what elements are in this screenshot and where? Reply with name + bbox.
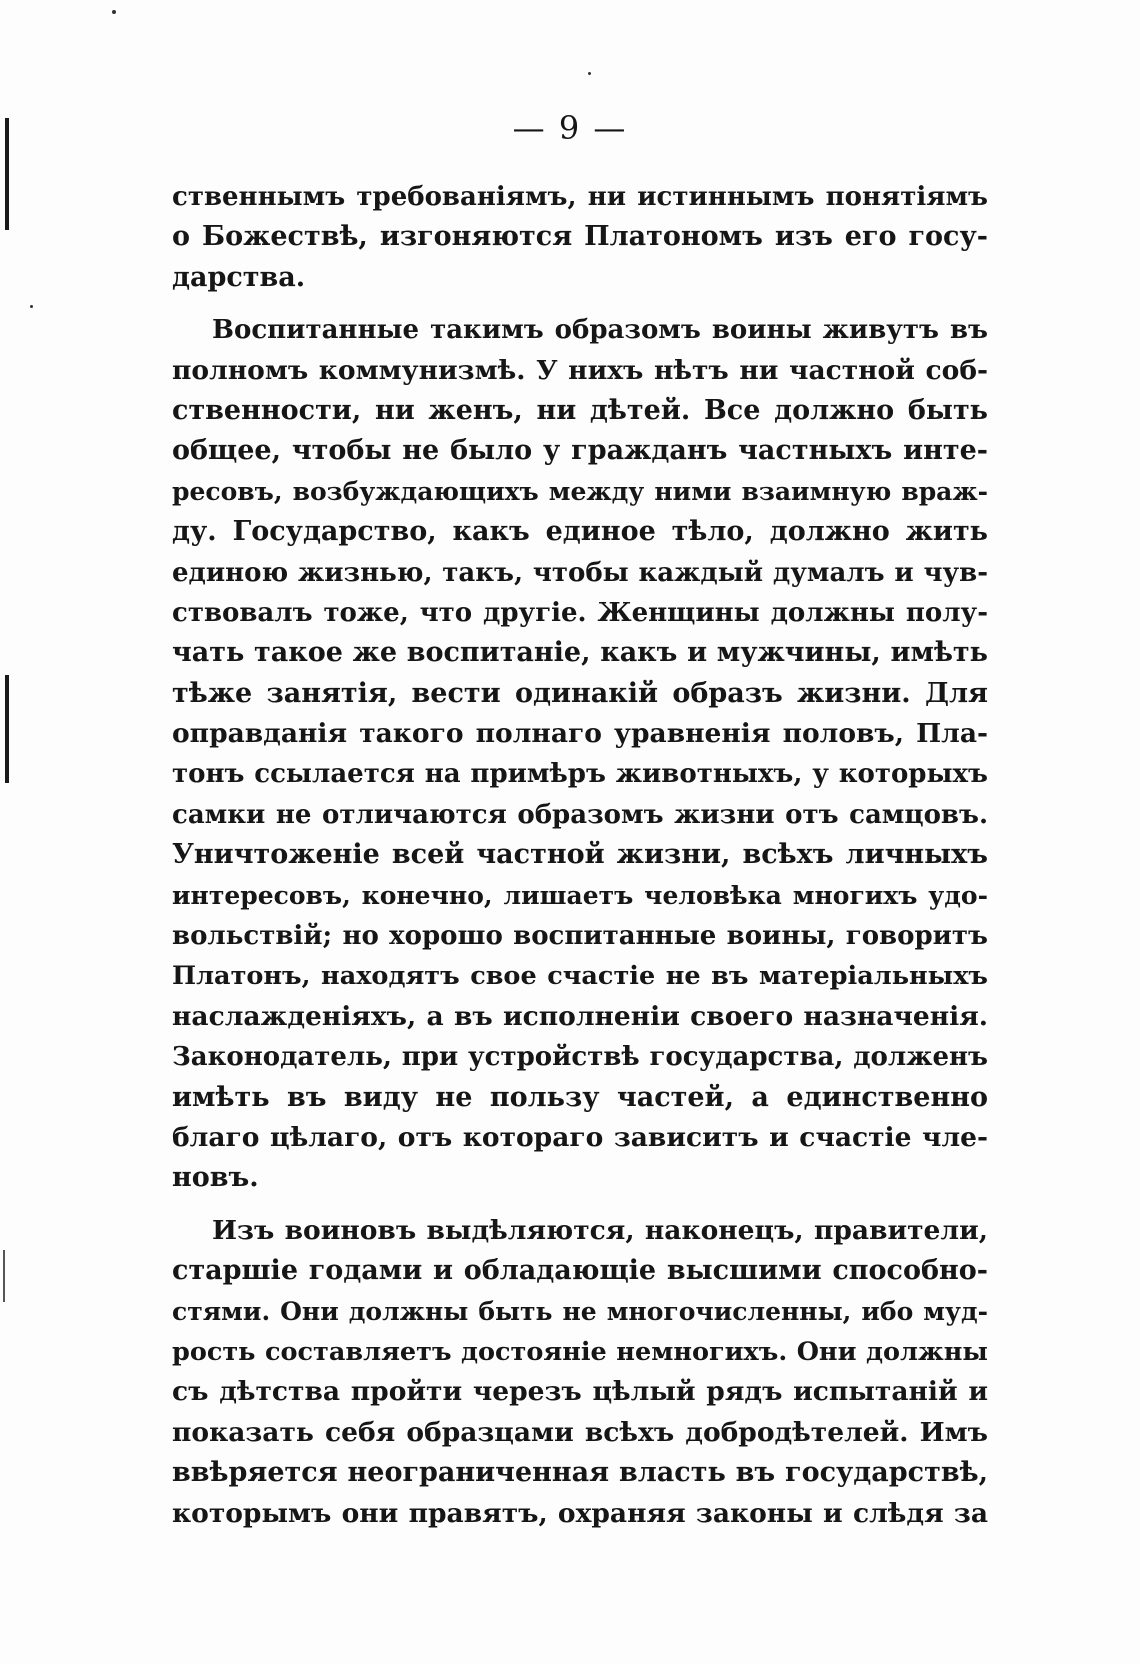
paragraph: [172, 1211, 988, 1534]
text-line: наслажденіяхъ, а въ исполненіи своего назначенія.: [172, 1000, 988, 1032]
text-line: имѣть въ виду не пользу частей, а единственно: [172, 1081, 988, 1113]
text-line: тѣже занятія, вести одинакій образъ жизни. Для: [172, 677, 988, 709]
text-line: чать такое же воспитаніе, какъ и мужчины, имѣть: [172, 637, 988, 669]
scan-margin-mark: [3, 1250, 5, 1302]
paragraph: [172, 177, 988, 298]
scan-speck: [112, 10, 116, 14]
text-line: съ дѣтства пройти черезъ цѣлый рядъ испытаній и: [172, 1376, 988, 1408]
text-line: оправданія такого полнаго уравненія половъ, Пла-: [172, 718, 988, 750]
text-line: ввѣряется неограниченная власть въ государствѣ,: [172, 1457, 988, 1489]
paragraph: [172, 310, 988, 1199]
text-line: Изъ воиновъ выдѣляются, наконецъ, правители,: [212, 1214, 988, 1246]
text-line: интересовъ, конечно, лишаетъ человѣка многихъ удо-: [172, 880, 988, 910]
text-line: которымъ они правятъ, охраняя законы и слѣдя за: [172, 1497, 988, 1529]
scan-speck: [588, 72, 591, 75]
paragraph-gap: [172, 298, 988, 310]
text-line: стями. Они должны быть не многочисленны, ибо муд-: [172, 1296, 988, 1326]
text-line: единою жизнью, такъ, чтобы каждый думалъ и чув-: [172, 557, 988, 588]
text-line: новъ.: [172, 1162, 259, 1194]
text-line: дарства.: [172, 261, 306, 293]
text-line: Законодатель, при устройствѣ государства, долженъ: [172, 1042, 988, 1073]
text-line: ду. Государство, какъ единое тѣло, должно жить: [172, 516, 988, 548]
text-line: старшіе годами и обладающіе высшими способно-: [172, 1255, 988, 1287]
text-line: ресовъ, возбуждающихъ между ними взаимную враж-: [172, 476, 988, 506]
text-line: общее, чтобы не было у гражданъ частныхъ инте-: [172, 435, 988, 467]
text-line: тонъ ссылается на примѣръ животныхъ, у которыхъ: [172, 759, 988, 790]
text-line: рость составляетъ достояніе немногихъ. Они должны: [172, 1336, 988, 1367]
text-line: полномъ коммунизмѣ. У нихъ нѣтъ ни частной соб-: [172, 354, 988, 386]
text-line: Уничтоженіе всей частной жизни, всѣхъ личныхъ: [172, 839, 988, 871]
text-line: о Божествѣ, изгоняются Платономъ изъ его госу-: [172, 221, 988, 253]
paragraph-gap: [172, 1199, 988, 1211]
text-line: Платонъ, находятъ свое счастіе не въ матеріальныхъ: [172, 961, 988, 992]
text-line: Воспитанные такимъ образомъ воины живутъ въ: [212, 315, 988, 346]
text-line: вольствій; но хорошо воспитанные воины, говоритъ: [172, 921, 988, 952]
text-line: показать себя образцами всѣхъ добродѣтелей. Имъ: [172, 1416, 988, 1448]
scan-margin-mark: [5, 675, 9, 783]
body-text: [172, 177, 988, 1534]
text-line: ственности, ни женъ, ни дѣтей. Все должно быть: [172, 394, 988, 426]
text-line: благо цѣлаго, отъ котораго зависитъ и счастіе чле-: [172, 1121, 988, 1153]
text-line: ствовалъ тоже, что другіе. Женщины должны полу-: [172, 597, 988, 628]
text-line: ственнымъ требованіямъ, ни истиннымъ понятіямъ: [172, 182, 988, 212]
text-line: самки не отличаются образомъ жизни отъ самцовъ.: [172, 799, 988, 830]
scan-speck: [30, 305, 33, 308]
page-number: — 9 —: [512, 109, 628, 147]
